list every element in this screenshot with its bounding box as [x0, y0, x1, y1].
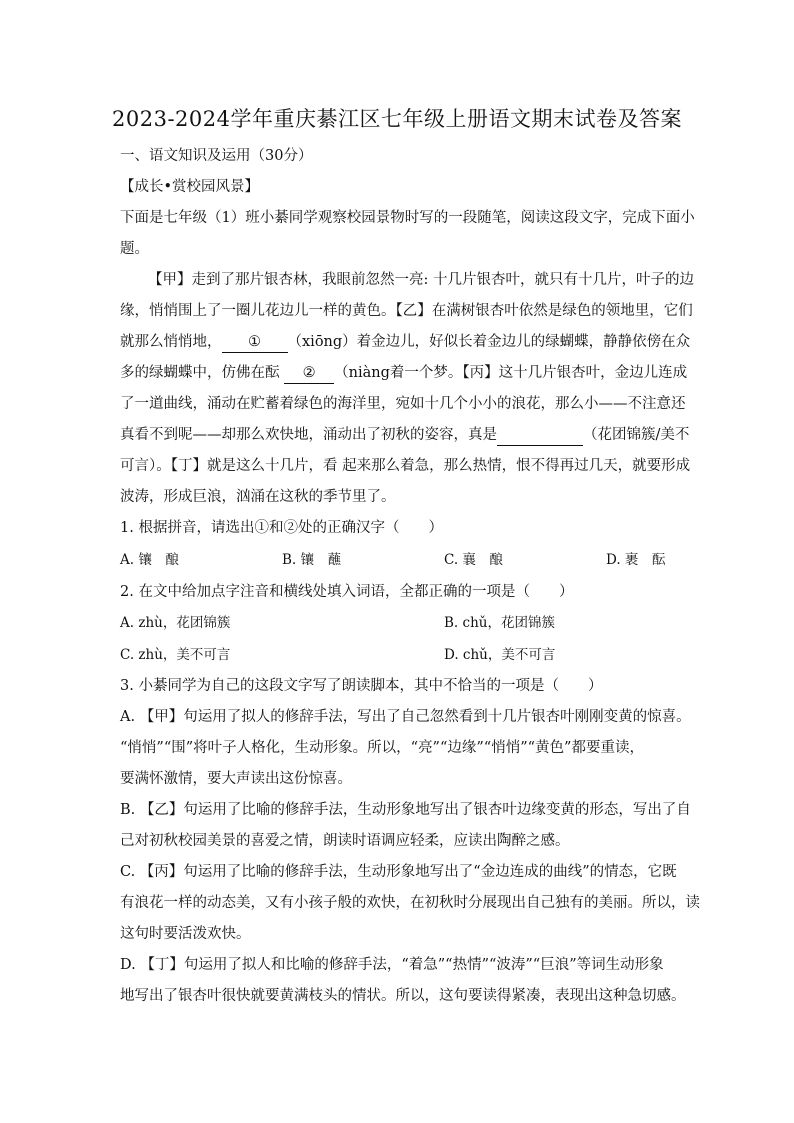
topic-heading: 【成长•赏校园风景】	[120, 179, 260, 195]
section-heading: 一、语文知识及运用（30分）	[120, 148, 313, 164]
question-2-stem: 2. 在文中给加点字注音和横线处填入词语，全都正确的一项是（ ）	[120, 584, 574, 600]
passage-line-4	[120, 363, 688, 384]
question-3-option-c-line-1: C. 【丙】句运用了比喻的修辞手法，生动形象地写出了“金边连成的曲线”的情态，它既	[120, 864, 677, 880]
passage-line-3-post: （xiōng）着金边儿，好似长着金边儿的绿蝴蝶，静静依傍在众	[287, 334, 691, 350]
passage-line-6	[120, 425, 690, 446]
passage-line-2: 缘，悄悄围上了一圈儿花边儿一样的黄色。【乙】在满树银杏叶依然是绿色的领地里，它们	[120, 303, 693, 319]
question-1-stem: 1. 根据拼音，请选出①和②处的正确汉字（ ）	[120, 520, 443, 536]
question-3-option-b-line-2: 己对初秋校园美景的喜爱之情，朗读时语调应轻柔，应读出陶醉之感。	[120, 833, 570, 849]
passage-line-3-pre: 就那么悄悄地，	[120, 334, 222, 350]
question-3-option-d-line-1: D. 【丁】句运用了拟人和比喻的修辞手法，“着急”“热情”“波涛”“巨浪”等词生动形象	[120, 957, 664, 973]
question-3-option-b-line-1: B. 【乙】句运用了比喻的修辞手法，生动形象地写出了银杏叶边缘变黄的形态，写出了自	[120, 802, 691, 818]
question-3-option-d-line-2: 地写出了银杏叶很快就要黄满枝头的情状。所以，这句要读得紧凑，表现出这种急切感。	[120, 988, 686, 1004]
question-3-stem: 3. 小綦同学为自己的这段文字写了朗读脚本，其中不恰当的一项是（ ）	[120, 678, 603, 694]
passage-line-3	[120, 332, 691, 353]
question-3-option-a-line-2: “悄悄”“围”将叶子人格化，生动形象。所以，“亮”“边缘”“悄悄”“黄色”都要重读，	[120, 740, 644, 756]
question-1-option-b: B. 镶 蘸	[282, 552, 342, 568]
question-2-option-b: B. chǔ，花团锦簇	[444, 615, 555, 631]
passage-line-5: 了一道曲线，涌动在贮蓄着绿色的海洋里，宛如十几个小小的浪花，那么小——不注意还	[120, 396, 686, 412]
question-3-option-a-line-1: A. 【甲】句运用了拟人的修辞手法，写出了自己忽然看到十几片银杏叶刚刚变黄的惊喜。	[120, 709, 691, 725]
blank-2: ②	[284, 363, 334, 384]
passage-line-6-post: （花团锦簇/美不	[583, 427, 690, 443]
question-3-option-c-line-3: 这句时要活泼欢快。	[120, 926, 251, 942]
question-1-option-c: C. 襄 酿	[444, 552, 503, 568]
question-3-option-c-line-2: 有浪花一样的动态美，又有小孩子般的欢快，在初秋时分展现出自己独有的美丽。所以，读	[120, 895, 700, 911]
passage-line-4-pre: 多的绿蝴蝶中，仿佛在酝	[120, 365, 280, 381]
blank-1: ①	[222, 332, 288, 353]
question-1-option-d: D. 裹 酝	[606, 552, 666, 568]
blank-3	[497, 425, 583, 446]
intro-line-1: 下面是七年级（1）班小綦同学观察校园景物时写的一段随笔，阅读这段文字，完成下面小	[120, 210, 695, 226]
passage-line-1: 【甲】走到了那片银杏林，我眼前忽然一亮: 十几片银杏叶，就只有十几片，叶子的边	[148, 272, 694, 288]
passage-line-7: 可言）。【丁】就是这么十几片，看 起来那么着急，那么热情，恨不得再过几天，就要形成	[120, 458, 691, 474]
passage-line-4-post: （niàng着一个梦。【丙】这十几片银杏叶，金边儿连成	[334, 365, 688, 381]
question-2-option-c: C. zhù，美不可言	[120, 647, 231, 663]
question-2-option-d: D. chǔ，美不可言	[444, 647, 556, 663]
intro-line-2: 题。	[120, 241, 149, 257]
question-2-option-a: A. zhù，花团锦簇	[120, 615, 231, 631]
question-3-option-a-line-3: 要满怀激情，要大声读出这份惊喜。	[120, 771, 352, 787]
passage-line-8: 波涛，形成巨浪，汹涌在这秋的季节里了。	[120, 489, 396, 505]
page-title: 2023-2024学年重庆綦江区七年级上册语文期末试卷及答案	[112, 107, 682, 131]
passage-line-6-pre: 真看不到呢——却那么欢快地，涌动出了初秋的姿容，真是	[120, 427, 497, 443]
question-1-option-a: A. 镶 酿	[120, 552, 179, 568]
